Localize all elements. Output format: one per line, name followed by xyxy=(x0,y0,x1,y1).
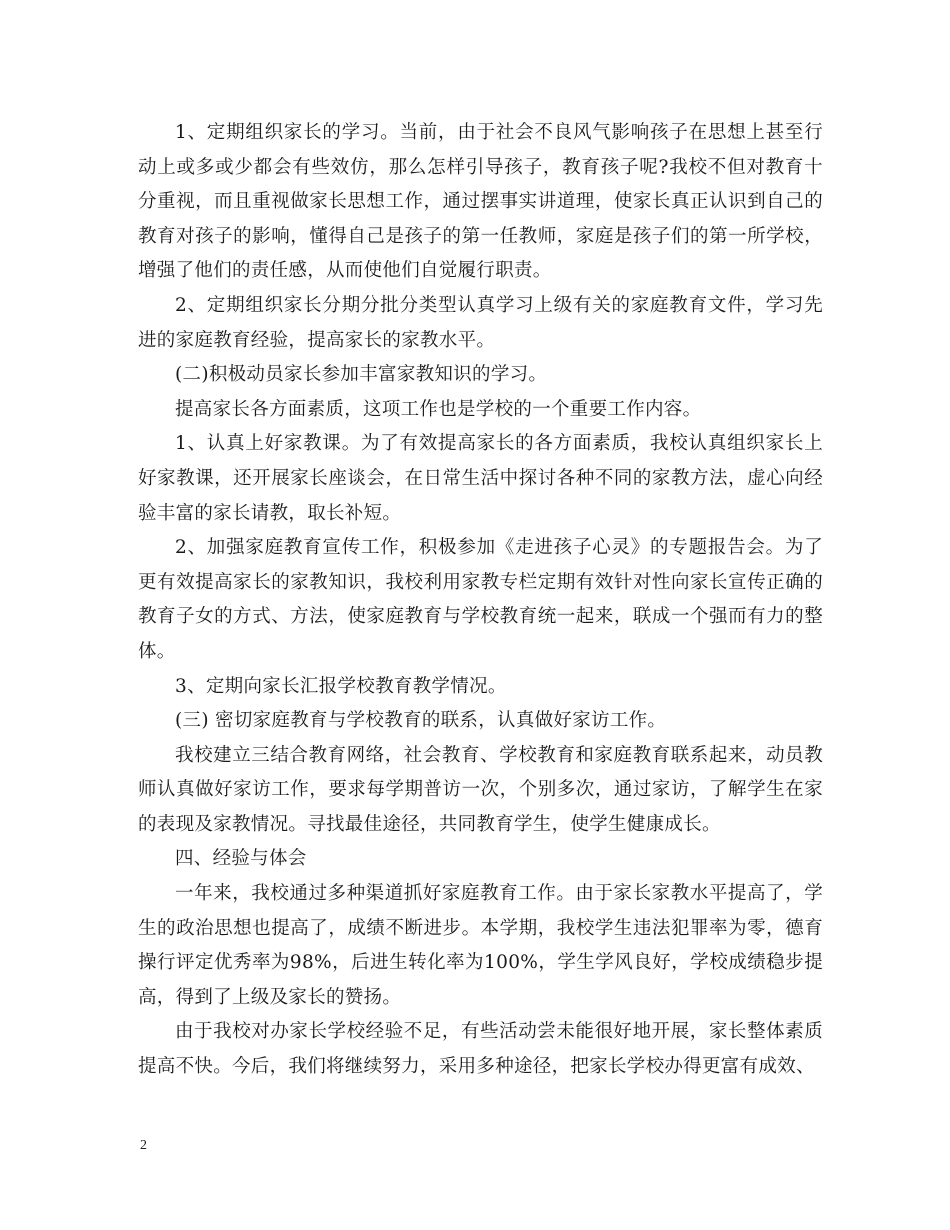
section-heading-2: (二)积极动员家长参加丰富家教知识的学习。 xyxy=(175,364,548,386)
page-number: 2 xyxy=(140,1138,147,1153)
paragraph-3: 提高家长各方面素质，这项工作也是学校的一个重要工作内容。 xyxy=(175,398,702,420)
paragraph-6: 3、定期向家长汇报学校教育教学情况。 xyxy=(175,675,507,697)
paragraph-2: 2、定期组织家长分期分批分类型认真学习上级有关的家庭教育文件，学习先进的家庭教育经验，提高家长的家教水平。 xyxy=(138,294,823,351)
section-heading-3: (三) 密切家庭教育与学校教育的联系，认真做好家访工作。 xyxy=(175,710,667,732)
paragraph-7: 我校建立三结合教育网络，社会教育、学校教育和家庭教育联系起来，动员教师认真做好家访工作，要求每学期普访一次，个别多次，通过家访，了解学生在家的表现及家教情况。寻找最佳途径，共同教育学生，使学生健康成长。 xyxy=(138,744,823,835)
paragraph-5: 2、加强家庭教育宣传工作，积极参加《走进孩子心灵》的专题报告会。为了更有效提高家长的家教知识，我校利用家教专栏定期有效针对性向家长宣传正确的教育子女的方式、方法，使家庭教育与学校教育统一起来，联成一个强而有力的整体。 xyxy=(138,537,823,662)
paragraph-1: 1、定期组织家长的学习。当前，由于社会不良风气影响孩子在思想上甚至行动上或多或少都会有些效仿，那么怎样引导孩子，教育孩子呢?我校不但对教育十分重视，而且重视做家长思想工作，通过摆事实讲道理，使家长真正认识到自己的教育对孩子的影响，懂得自己是孩子的第一任教师，家庭是孩子们的第一所学校，增强了他们的责任感，从而使他们自觉履行职责。 xyxy=(138,122,823,282)
paragraph-4: 1、认真上好家教课。为了有效提高家长的各方面素质，我校认真组织家长上好家教课，还开展家长座谈会，在日常生活中探讨各种不同的家教方法，虚心向经验丰富的家长请教，取长补短。 xyxy=(138,433,823,524)
paragraph-9: 由于我校对办家长学校经验不足，有些活动尝未能很好地开展，家长整体素质提高不快。今后，我们将继续努力，采用多种途径，把家长学校办得更富有成效、 xyxy=(138,1021,823,1078)
paragraph-8: 一年来，我校通过多种渠道抓好家庭教育工作。由于家长家教水平提高了，学生的政治思想也提高了，成绩不断进步。本学期，我校学生违法犯罪率为零，德育操行评定优秀率为98%，后进生转化率为100%，学生学风良好，学校成绩稳步提高，得到了上级及家长的赞扬。 xyxy=(138,883,823,1008)
document-body xyxy=(138,116,823,1085)
section-heading-4: 四、经验与体会 xyxy=(175,848,307,870)
